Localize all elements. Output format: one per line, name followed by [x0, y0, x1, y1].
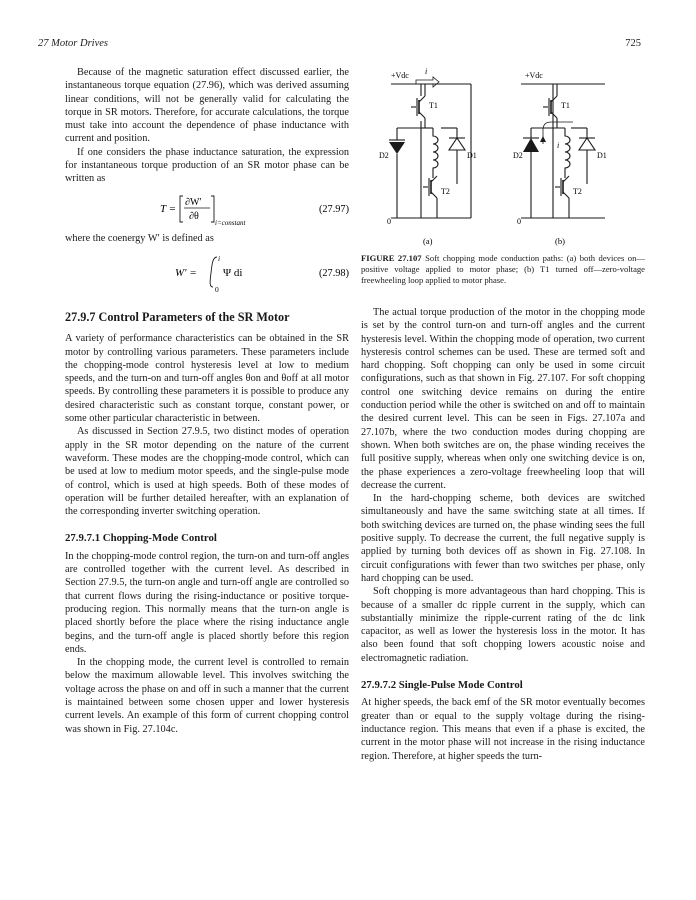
equation-27-97-graphic — [65, 192, 349, 226]
subsection-heading: 27.9.7.2 Single-Pulse Mode Control — [361, 679, 523, 692]
paragraph: In the chopping mode, the current level is controlled to remain below the maximum allowable level. This involves switching the voltage across the phase on and off in such a manner that the current is maintained between some chosen upper and lower hysteresis current levels. An example of this form of current chopping control was shown in Fig. 27.104c. — [65, 657, 349, 735]
paragraph: In the hard-chopping scheme, both devices are switched simultaneously and have the same switching state at all times. If both switching devices are turned on, the phase winding sees the full positive supply. To decrease the current, the full negative supply is applied by turning both devices off as shown in Fig. 27.108. In circuit configurations with fewer than two switches per phase, only hard chopping can be used. — [361, 493, 645, 584]
label-d2-a: D2 — [379, 151, 389, 160]
eq2-upper-limit: i — [218, 253, 221, 263]
label-t1-a: T1 — [429, 101, 438, 110]
label-zero-b: 0 — [517, 217, 521, 226]
label-t2-b: T2 — [573, 187, 582, 196]
sublabel-a: (a) — [423, 236, 433, 246]
paragraph: In the chopping-mode control region, the turn-on and turn-off angles are controlled together with the current level. As described in Section 27.9.5, the turn-on angle and turn-off angle are controlled so that current flows during the rising-inductance or positive torque-producing region. This normally means that the turn-on angle is placed shortly before the place where the rising inductance angle begins, and the turn-off angle is placed shortly before this region ends. — [65, 550, 349, 655]
circuit-diagram — [361, 66, 645, 251]
label-vdc-a: +Vdc — [391, 71, 409, 80]
label-d1-b: D1 — [597, 151, 607, 160]
equation-27-98-graphic — [65, 251, 349, 293]
page-number: 725 — [625, 38, 641, 49]
label-i-a: i — [425, 67, 428, 76]
subsection-heading: 27.9.7.1 Chopping-Mode Control — [65, 532, 217, 545]
label-d2-b: D2 — [513, 151, 523, 160]
eq1-numerator: ∂W′ — [185, 196, 202, 208]
label-d1-a: D1 — [467, 151, 477, 160]
right-column — [361, 306, 645, 763]
paragraph: As discussed in Section 27.9.5, two distinct modes of operation apply in the SR motor depending on the nature of the current waveform. These modes are the chopping-mode control, which can be used at low to medium motor speeds, and the single-pulse mode of control, which is used at high speeds. Both of these modes of operation will be further detailed hereafter, with an explanation of the corresponding inverter switching operation. — [65, 426, 349, 518]
paragraph: If one considers the phase inductance saturation, the expression for instantaneous torque production of an SR motor phase can be written as — [65, 146, 349, 185]
eq2-integrand: Ψ di — [223, 266, 243, 279]
eq2-number: (27.98) — [318, 267, 349, 279]
section-heading: 27.9.7 Control Parameters of the SR Motor — [65, 309, 290, 324]
label-zero-a: 0 — [387, 217, 391, 226]
eq1-lhs: T = — [160, 202, 177, 215]
figure-caption — [361, 253, 645, 286]
paragraph: Because of the magnetic saturation effect discussed earlier, the instantaneous torque equation (27.96), which was derived assuming linear conditions, will not be generally valid for calculating the torque in SR motors. Therefore, for accurate calculations, the torque must take into account the dependence of phase inductance with current and position. — [65, 67, 349, 145]
eq1-denominator: ∂θ — [189, 210, 199, 222]
eq1-subscript: i=constant — [215, 218, 246, 226]
label-vdc-b: +Vdc — [525, 71, 543, 80]
figure-27-107 — [361, 66, 645, 251]
eq1-number: (27.97) — [318, 203, 349, 215]
figure-caption-text: Soft chopping mode conduction paths: (a) both devices on—positive voltage applied to motor phase; (b) T1 turned off—zero-voltage freewheeling loop applied to motor phase. — [361, 253, 645, 285]
current-arrow-a — [416, 77, 439, 87]
label-t2-a: T2 — [441, 187, 450, 196]
eq2-lower-limit: 0 — [215, 284, 219, 293]
figure-caption-label: FIGURE 27.107 — [361, 253, 422, 263]
equation-27-97 — [65, 192, 349, 226]
label-t1-b: T1 — [561, 101, 570, 110]
paragraph: At higher speeds, the back emf of the SR motor eventually becomes greater than or equal to the supply voltage during the rising-inductance region. This means that even if a phase is excited, the current in the motor phase will not increase in the rising inductance region. Therefore, at higher speeds the turn- — [361, 697, 645, 762]
paragraph: where the coenergy W′ is defined as — [65, 232, 214, 244]
paragraph: The actual torque production of the motor in the chopping mode is set by the control turn-on and turn-off angles and the current hysteresis level. Within the chopping mode of operation, two current hysteresis control schemes can be used. These are termed soft and hard chopping. Soft chopping can only be used in some circuit configurations, such as that shown in Fig. 27.107. For soft chopping control one switching device remains on during the entire conduction period while the other is switched on and off to maintain the desired current level. This can be seen in Figs. 27.107a and 27.107b, where the two conduction modes during chopping are shown. When both switches are on, the phase winding receives the full positive supply, whereas when only one switching device is on, the phase experiences a zero-voltage freewheeling loop that will decrease the current. — [361, 307, 645, 491]
left-column — [65, 66, 349, 736]
paragraph: A variety of performance characteristics can be obtained in the SR motor by controlling various parameters. These parameters include the chopping-mode control hysteresis level at low to medium speeds, and the turn-on and turn-off angles θon and θoff at all motor speeds. By controlling these parameters it is possible to produce any desired characteristic such as constant torque, constant power, or some other particular characteristic in between. — [65, 333, 349, 425]
paragraph: Soft chopping is more advantageous than hard chopping. This is because of a smaller dc ripple current in the supply, which can substantially minimize the ripple-current rating of the dc link capacitor, as well as lower the hysteresis loss in the motor. It has also been found that soft chopping lowers acoustic noise and electromagnetic radiation. — [361, 586, 645, 664]
label-i-b: i — [557, 141, 560, 150]
running-header-chapter: 27 Motor Drives — [38, 38, 108, 49]
equation-27-98 — [65, 251, 349, 293]
sublabel-b: (b) — [555, 236, 565, 246]
eq2-lhs: W′ = — [175, 266, 197, 279]
